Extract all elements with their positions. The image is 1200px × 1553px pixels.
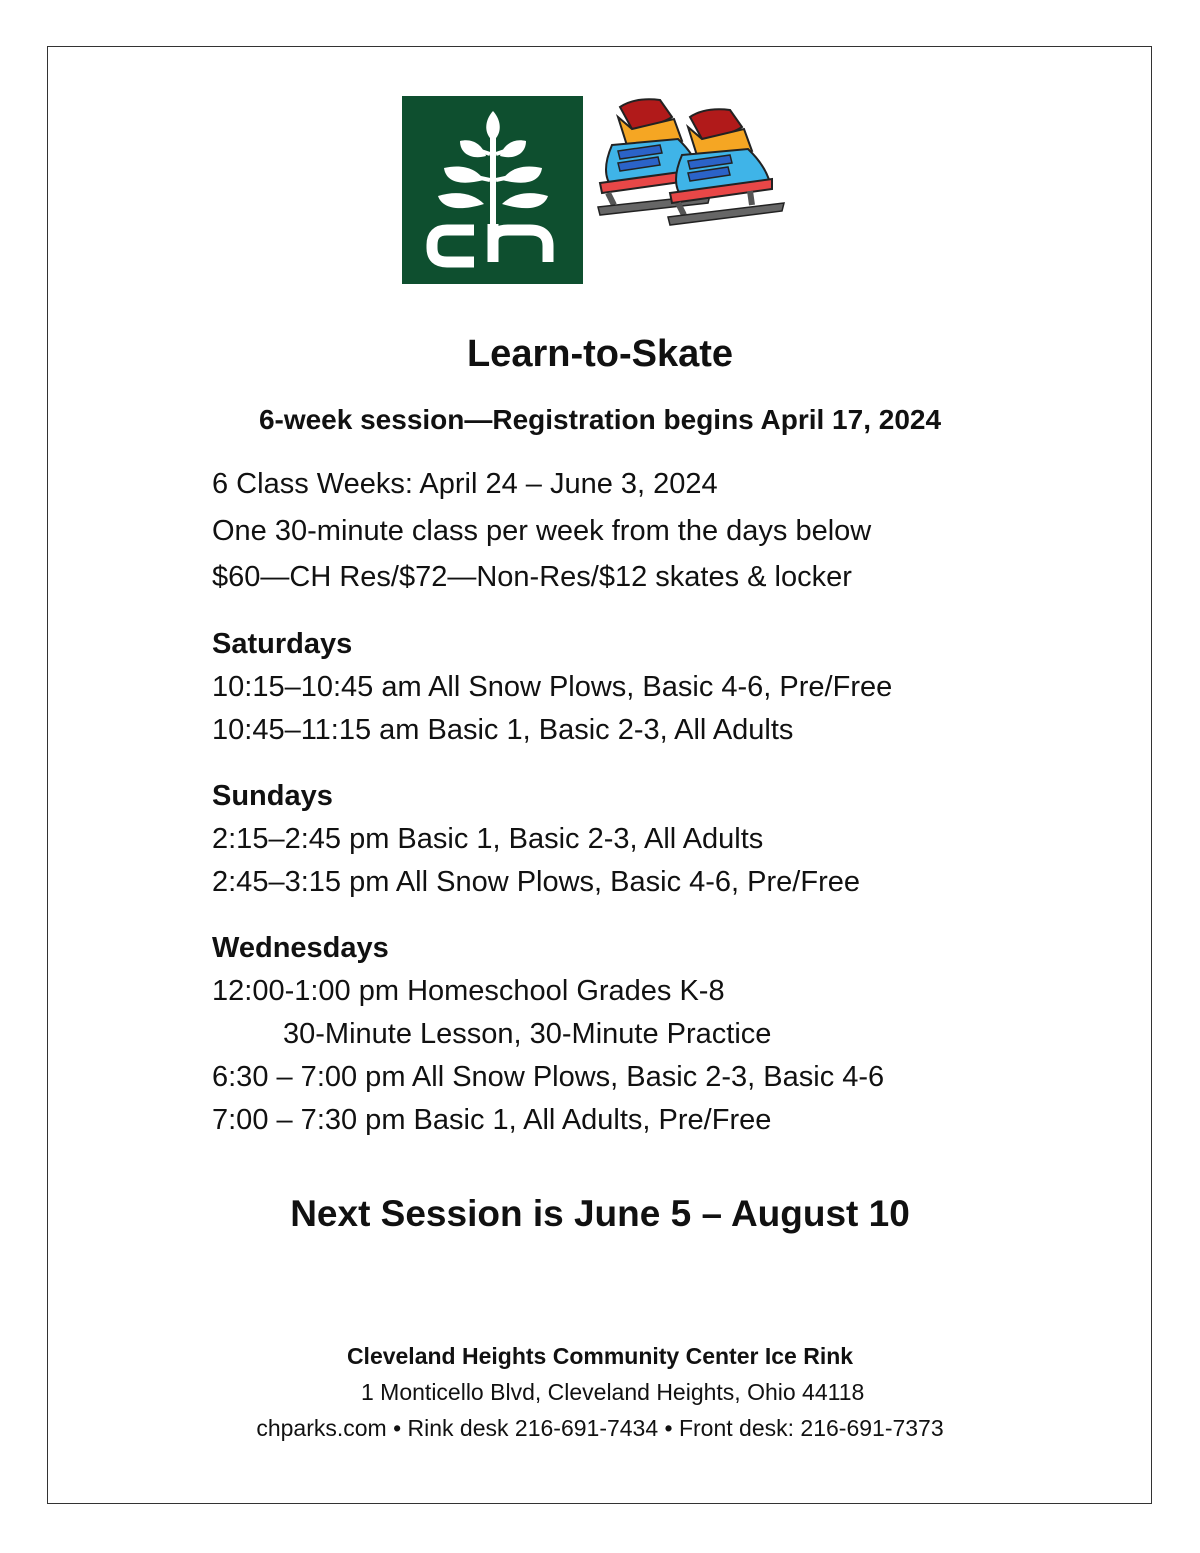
venue-address: 1 Monticello Blvd, Cleveland Heights, Ohio 44118: [361, 1379, 865, 1405]
venue-contact: chparks.com • Rink desk 216-691-7434 • Front desk: 216-691-7373: [256, 1415, 944, 1441]
schedule-line: 10:45–11:15 am Basic 1, Basic 2-3, All Adults: [212, 714, 794, 746]
schedule-line: 2:15–2:45 pm Basic 1, Basic 2-3, All Adults: [212, 823, 764, 855]
wednesdays-schedule: [212, 927, 884, 1142]
class-weeks: 6 Class Weeks: April 24 – June 3, 2024: [212, 468, 718, 500]
schedule-subline: 30-Minute Lesson, 30-Minute Practice: [283, 1018, 772, 1050]
page-title: Learn-to-Skate: [466, 333, 734, 375]
session-info: [212, 461, 871, 601]
schedule-line: 12:00-1:00 pm Homeschool Grades K-8: [212, 975, 725, 1007]
tree-logo-icon: [402, 96, 583, 284]
schedule-line: 10:15–10:45 am All Snow Plows, Basic 4-6, Pre/Free: [212, 671, 893, 703]
saturdays-schedule: [212, 623, 892, 752]
schedule-line: 2:45–3:15 pm All Snow Plows, Basic 4-6, Pre/Free: [212, 866, 860, 898]
next-session: Next Session is June 5 – August 10: [290, 1193, 910, 1234]
venue-name: Cleveland Heights Community Center Ice Rink: [346, 1343, 854, 1369]
pricing: $60—CH Res/$72—Non-Res/$12 skates & locker: [212, 561, 852, 593]
schedule-line: 7:00 – 7:30 pm Basic 1, All Adults, Pre/Free: [212, 1104, 772, 1136]
saturdays-heading: Saturdays: [212, 628, 353, 660]
page-subtitle: 6-week session—Registration begins April 17, 2024: [258, 404, 942, 435]
ice-skates-icon: [590, 95, 795, 230]
class-frequency: One 30-minute class per week from the days below: [212, 514, 872, 547]
schedule-line: 6:30 – 7:00 pm All Snow Plows, Basic 2-3, Basic 4-6: [212, 1061, 885, 1093]
sundays-schedule: [212, 775, 860, 904]
sundays-heading: Sundays: [212, 780, 333, 812]
wednesdays-heading: Wednesdays: [212, 932, 389, 964]
